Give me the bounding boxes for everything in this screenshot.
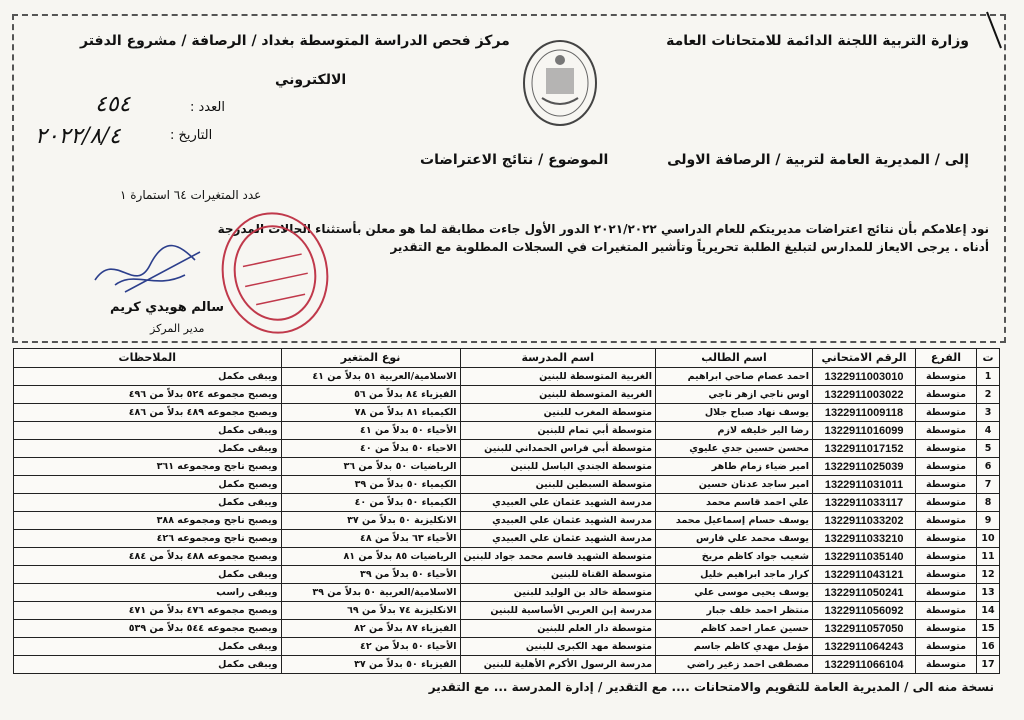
- subject-line: الموضوع / نتائج الاعتراضات: [420, 152, 609, 168]
- row-index: 9: [977, 512, 1000, 530]
- row-school-name: متوسطة القناة للبنين: [460, 566, 655, 584]
- table-row: [14, 620, 1000, 638]
- date-label: التاريخ :: [170, 128, 213, 143]
- row-student-name: امير ساجد عدنان حسين: [656, 476, 813, 494]
- row-branch: متوسطة: [916, 620, 977, 638]
- letter-body-line-2: أدناه . يرجى الايعاز للمدارس لتبليغ الطلبة تحريرياً وتأشير المتغيرات في السجلات المطلوبة مع التقدير: [390, 240, 989, 254]
- row-change-type: الرياضيات ٥٠ بدلاً من ٣٦: [281, 458, 460, 476]
- row-notes: ويبقى راسب: [14, 584, 282, 602]
- table-row: [14, 638, 1000, 656]
- row-index: 7: [977, 476, 1000, 494]
- row-branch: متوسطة: [916, 512, 977, 530]
- row-exam-number: 1322911025039: [813, 458, 916, 476]
- row-school-name: الغربية المتوسطة للبنين: [460, 368, 655, 386]
- table-row: [14, 458, 1000, 476]
- row-notes: ويبقى مكمل: [14, 368, 282, 386]
- row-school-name: مدرسة الشهيد عثمان علي العبيدي: [460, 512, 655, 530]
- row-notes: ويصبح مجموعه ٥٤٤ بدلاً من ٥٣٩: [14, 620, 282, 638]
- row-change-type: الكيمياء ٥٠ بدلاً من ٤٠: [281, 494, 460, 512]
- row-branch: متوسطة: [916, 566, 977, 584]
- row-student-name: منتظر احمد خلف جبار: [656, 602, 813, 620]
- row-exam-number: 1322911033117: [813, 494, 916, 512]
- handwritten-signature: [85, 240, 205, 300]
- table-row: [14, 530, 1000, 548]
- row-index: 5: [977, 440, 1000, 458]
- row-student-name: مؤمل مهدي كاظم جاسم: [656, 638, 813, 656]
- row-change-type: الرياضيات ٨٥ بدلاً من ٨١: [281, 548, 460, 566]
- row-student-name: كرار ماجد ابراهيم خليل: [656, 566, 813, 584]
- row-branch: متوسطة: [916, 476, 977, 494]
- number-value: ٤٥٤: [95, 92, 131, 117]
- row-school-name: متوسطة المغرب للبنين: [460, 404, 655, 422]
- row-student-name: يوسف نهاد صباح جلال: [656, 404, 813, 422]
- table-row: [14, 494, 1000, 512]
- row-exam-number: 1322911033210: [813, 530, 916, 548]
- row-index: 16: [977, 638, 1000, 656]
- row-notes: ويبقى مكمل: [14, 566, 282, 584]
- row-notes: ويبقى مكمل: [14, 656, 282, 674]
- row-school-name: مدرسة الرسول الأكرم الأهلية للبنين: [460, 656, 655, 674]
- row-notes: ويصبح ناجح ومجموعه ٤٢٦: [14, 530, 282, 548]
- row-school-name: مدرسة الشهيد عثمان علي العبيدي: [460, 494, 655, 512]
- signer-name: سالم هويدي كريم: [110, 300, 224, 315]
- row-notes: ويصبح مجموعه ٤٨٨ بدلاً من ٤٨٤: [14, 548, 282, 566]
- row-exam-number: 1322911035140: [813, 548, 916, 566]
- row-index: 12: [977, 566, 1000, 584]
- col-header-student-name: اسم الطالب: [656, 349, 813, 368]
- row-school-name: متوسطة أبي تمام للبنين: [460, 422, 655, 440]
- ministry-logo-icon: [520, 38, 600, 128]
- row-notes: ويصبح مكمل: [14, 476, 282, 494]
- signer-title: مدير المركز: [150, 322, 205, 335]
- row-school-name: متوسطة الجندي الباسل للبنين: [460, 458, 655, 476]
- row-school-name: متوسطة مهد الكبرى للبنين: [460, 638, 655, 656]
- row-student-name: يوسف حسام إسماعيل محمد: [656, 512, 813, 530]
- row-change-type: الأحياء ٥٠ بدلاً من ٤١: [281, 422, 460, 440]
- row-notes: ويصبح ناجح ومجموعه ٣٨٨: [14, 512, 282, 530]
- exam-center-header: مركز فحص الدراسة المتوسطة بغداد / الرصافة / مشروع الدفتر: [80, 33, 510, 49]
- table-row: [14, 404, 1000, 422]
- row-branch: متوسطة: [916, 638, 977, 656]
- table-row: [14, 368, 1000, 386]
- row-change-type: الاحياء ٥٠ بدلاً من ٤٠: [281, 440, 460, 458]
- row-index: 1: [977, 368, 1000, 386]
- exam-center-header-cont: الالكتروني: [275, 72, 347, 88]
- variables-count: عدد المتغيرات ٦٤ استمارة ١: [120, 188, 262, 202]
- col-header-exam-number: الرقم الامتحاني: [813, 349, 916, 368]
- table-row: [14, 656, 1000, 674]
- letter-body-line-1: نود إعلامكم بأن نتائج اعتراضات مديريتكم للعام الدراسي ٢٠٢١/٢٠٢٢ الدور الأول جاءت مطابقة لما هو معلن بأستثناء الحالات المدرجة: [217, 222, 989, 236]
- row-change-type: الفيزياء ٥٠ بدلاً من ٣٧: [281, 656, 460, 674]
- row-change-type: الكيمياء ٨١ بدلاً من ٧٨: [281, 404, 460, 422]
- table-body: [14, 368, 1000, 674]
- row-notes: ويبقى مكمل: [14, 422, 282, 440]
- col-header-school-name: اسم المدرسة: [460, 349, 655, 368]
- row-index: 6: [977, 458, 1000, 476]
- row-change-type: الأحياء ٥٠ بدلاً من ٤٢: [281, 638, 460, 656]
- objection-results-table: [13, 348, 1000, 674]
- row-school-name: مدرسة الشهيد عثمان علي العبيدي: [460, 530, 655, 548]
- official-stamp-icon: [215, 205, 335, 340]
- col-header-index: ت: [977, 349, 1000, 368]
- row-exam-number: 1322911056092: [813, 602, 916, 620]
- row-exam-number: 1322911031011: [813, 476, 916, 494]
- row-index: 4: [977, 422, 1000, 440]
- row-index: 8: [977, 494, 1000, 512]
- row-student-name: مصطفى احمد زغير راضي: [656, 656, 813, 674]
- row-index: 2: [977, 386, 1000, 404]
- row-index: 11: [977, 548, 1000, 566]
- ministry-header: وزارة التربية اللجنة الدائمة للامتحانات العامة: [666, 33, 969, 49]
- row-student-name: رضا الير خليفه لازم: [656, 422, 813, 440]
- row-school-name: مدرسة إبن العربي الأساسية للبنين: [460, 602, 655, 620]
- row-index: 17: [977, 656, 1000, 674]
- row-change-type: الفيزياء ٨٤ بدلاً من ٥٦: [281, 386, 460, 404]
- row-branch: متوسطة: [916, 602, 977, 620]
- row-student-name: علي احمد قاسم محمد: [656, 494, 813, 512]
- row-change-type: الاسلامية/العربية ٥١ بدلاً من ٤١: [281, 368, 460, 386]
- row-student-name: امير ضياء زمام طاهر: [656, 458, 813, 476]
- row-change-type: الأحياء ٥٠ بدلاً من ٣٩: [281, 566, 460, 584]
- row-change-type: الأحياء ٦٣ بدلاً من ٤٨: [281, 530, 460, 548]
- table-row: [14, 476, 1000, 494]
- date-value: ٢٠٢٢/٨/٤: [35, 124, 121, 149]
- row-index: 14: [977, 602, 1000, 620]
- row-school-name: متوسطة خالد بن الوليد للبنين: [460, 584, 655, 602]
- row-branch: متوسطة: [916, 548, 977, 566]
- row-branch: متوسطة: [916, 440, 977, 458]
- row-branch: متوسطة: [916, 494, 977, 512]
- row-notes: ويبقى مكمل: [14, 494, 282, 512]
- corner-mark: [979, 10, 1009, 50]
- row-notes: ويصبح مجموعه ٤٨٩ بدلاً من ٤٨٦: [14, 404, 282, 422]
- recipient-line: إلى / المديرية العامة لتربية / الرصافة الاولى: [667, 152, 969, 168]
- row-student-name: حسين عمار احمد كاظم: [656, 620, 813, 638]
- col-header-notes: الملاحظات: [14, 349, 282, 368]
- row-student-name: محسن حسين جدي عليوي: [656, 440, 813, 458]
- row-exam-number: 1322911043121: [813, 566, 916, 584]
- row-branch: متوسطة: [916, 530, 977, 548]
- row-student-name: اوس ناجي ازهر ناجي: [656, 386, 813, 404]
- row-exam-number: 1322911003010: [813, 368, 916, 386]
- table-row: [14, 548, 1000, 566]
- row-branch: متوسطة: [916, 656, 977, 674]
- table-row: [14, 566, 1000, 584]
- table-row: [14, 584, 1000, 602]
- table-row: [14, 440, 1000, 458]
- row-change-type: الاسلامية/العربية ٥٠ بدلاً من ٣٩: [281, 584, 460, 602]
- col-header-branch: الفرع: [916, 349, 977, 368]
- row-student-name: يوسف محمد علي فارس: [656, 530, 813, 548]
- row-student-name: شعيب جواد كاظم مريخ: [656, 548, 813, 566]
- row-school-name: متوسطة أبي فراس الحمداني للبنين: [460, 440, 655, 458]
- row-exam-number: 1322911003022: [813, 386, 916, 404]
- row-exam-number: 1322911017152: [813, 440, 916, 458]
- row-exam-number: 1322911066104: [813, 656, 916, 674]
- table-header-row: [14, 349, 1000, 368]
- row-school-name: الغربية المتوسطة للبنين: [460, 386, 655, 404]
- row-index: 15: [977, 620, 1000, 638]
- row-exam-number: 1322911033202: [813, 512, 916, 530]
- number-label: العدد :: [190, 100, 225, 115]
- row-school-name: متوسطة الشهيد قاسم محمد جواد للبنين: [460, 548, 655, 566]
- row-notes: ويبقى مكمل: [14, 638, 282, 656]
- row-branch: متوسطة: [916, 422, 977, 440]
- row-index: 13: [977, 584, 1000, 602]
- table-row: [14, 386, 1000, 404]
- row-notes: ويبقى مكمل: [14, 440, 282, 458]
- row-change-type: الانكليزية ٧٤ بدلاً من ٦٩: [281, 602, 460, 620]
- table-row: [14, 602, 1000, 620]
- row-exam-number: 1322911016099: [813, 422, 916, 440]
- row-branch: متوسطة: [916, 404, 977, 422]
- row-exam-number: 1322911050241: [813, 584, 916, 602]
- row-branch: متوسطة: [916, 458, 977, 476]
- row-exam-number: 1322911064243: [813, 638, 916, 656]
- row-notes: ويصبح ناجح ومجموعه ٣٦١: [14, 458, 282, 476]
- row-index: 10: [977, 530, 1000, 548]
- row-branch: متوسطة: [916, 584, 977, 602]
- row-index: 3: [977, 404, 1000, 422]
- copy-to-footer: نسخة منه الى / المديرية العامة للتقويم والامتحانات .... مع التقدير / إدارة المدرسة ... مع التقدير: [428, 680, 994, 694]
- row-change-type: الانكليزية ٥٠ بدلاً من ٣٧: [281, 512, 460, 530]
- row-exam-number: 1322911057050: [813, 620, 916, 638]
- row-student-name: احمد عصام صاحي ابراهيم: [656, 368, 813, 386]
- row-notes: ويصبح مجموعه ٥٢٤ بدلاً من ٤٩٦: [14, 386, 282, 404]
- col-header-change-type: نوع المتغير: [281, 349, 460, 368]
- row-school-name: متوسطة السبطين للبنين: [460, 476, 655, 494]
- row-change-type: الفيزياء ٨٧ بدلاً من ٨٢: [281, 620, 460, 638]
- row-change-type: الكيمياء ٥٠ بدلاً من ٣٩: [281, 476, 460, 494]
- row-branch: متوسطة: [916, 386, 977, 404]
- row-student-name: يوسف يحيى موسى علي: [656, 584, 813, 602]
- table-row: [14, 512, 1000, 530]
- row-school-name: متوسطة دار العلم للبنين: [460, 620, 655, 638]
- row-exam-number: 1322911009118: [813, 404, 916, 422]
- table-row: [14, 422, 1000, 440]
- row-branch: متوسطة: [916, 368, 977, 386]
- row-notes: ويصبح مجموعه ٤٧٦ بدلاً من ٤٧١: [14, 602, 282, 620]
